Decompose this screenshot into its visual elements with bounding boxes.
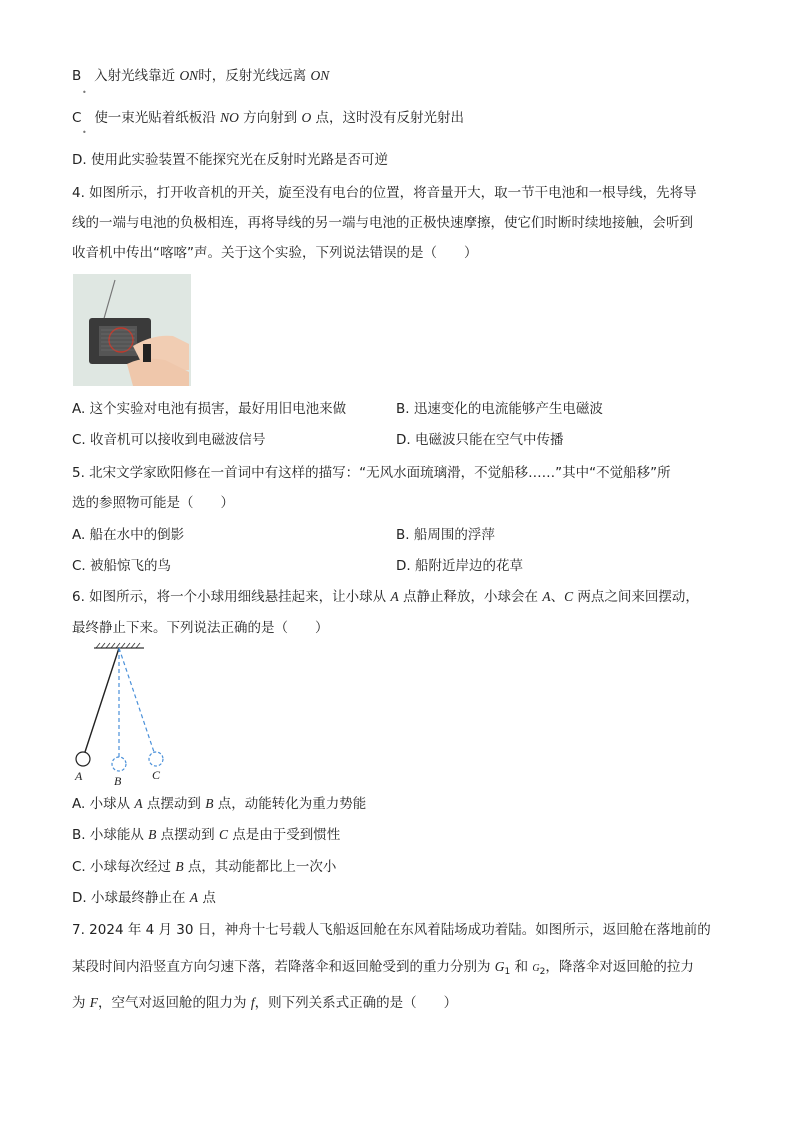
option-5c: C. 被船惊飞的鸟 [72,558,172,574]
q5-stem-line1: 5. 北宋文学家欧阳修在一首词中有这样的描写：“无风水面琉璃滑，不觉船移……”其中“不觉船移”所 [72,465,671,481]
q7-stem-line1: 7. 2024 年 4 月 30 日，神舟十七号载人飞船返回舱在东风着陆场成功着陆。如图所示，返回舱在落地前的 [72,922,711,938]
q6-stem-line2: 最终静止下来。下列说法正确的是（ ） [72,620,329,636]
option-6d: D. 小球最终静止在 A 点 [72,890,216,906]
q4-stem-line2: 线的一端与电池的负极相连，再将导线的另一端与电池的正极快速摩擦，使它们时断时续地接触，会听到 [72,215,693,231]
option-3b: B 入射光线靠近 ON时，反射光线远离 ON [72,68,330,84]
pendulum-label-b: B [114,774,122,788]
option-6b: B. 小球能从 B 点摆动到 C 点是由于受到惯性 [72,827,341,843]
option-5a: A. 船在水中的倒影 [72,527,185,543]
option-4b: B. 迅速变化的电流能够产生电磁波 [396,401,603,417]
q7-stem-line3: 为 F，空气对返回舱的阻力为 f，则下列关系式正确的是（ ） [72,995,458,1011]
option-4d: D. 电磁波只能在空气中传播 [396,432,564,448]
pendulum-label-c: C [152,768,161,782]
q6-stem-line1: 6. 如图所示，将一个小球用细线悬挂起来，让小球从 A 点静止释放，小球会在 A、C 两点之间来回摆动， [72,589,699,605]
q5-stem-line2: 选的参照物可能是（ ） [72,495,234,511]
option-4a: A. 这个实验对电池有损害，最好用旧电池来做 [72,401,347,417]
option-6c: C. 小球每次经过 B 点，其动能都比上一次小 [72,859,337,875]
q7-stem-line2: 某段时间内沿竖直方向匀速下落，若降落伞和返回舱受到的重力分别为 $G_1$ 和 $G_2$，降落伞对返回舱的拉力 [72,959,694,977]
pendulum-label-a: A [75,769,83,783]
option-3d: D. 使用此实验装置不能探究光在反射时光路是否可逆 [72,152,388,168]
option-6a: A. 小球从 A 点摆动到 B 点，动能转化为重力势能 [72,796,367,812]
dot-mark: • [82,128,87,137]
pendulum-diagram [66,640,186,790]
radio-battery-photo [73,274,191,386]
q4-stem-line3: 收音机中传出“喀喀”声。关于这个实验，下列说法错误的是（ ） [72,245,478,261]
q4-stem-line1: 4. 如图所示，打开收音机的开关，旋至没有电台的位置，将音量开大，取一节干电池和一根导线，先将导 [72,185,697,201]
dot-mark: • [82,88,87,97]
option-5b: B. 船周围的浮萍 [396,527,495,543]
option-4c: C. 收音机可以接收到电磁波信号 [72,432,266,448]
option-3c: C 使一束光贴着纸板沿 NO 方向射到 O 点，这时没有反射光射出 [72,110,465,126]
option-5d: D. 船附近岸边的花草 [396,558,523,574]
